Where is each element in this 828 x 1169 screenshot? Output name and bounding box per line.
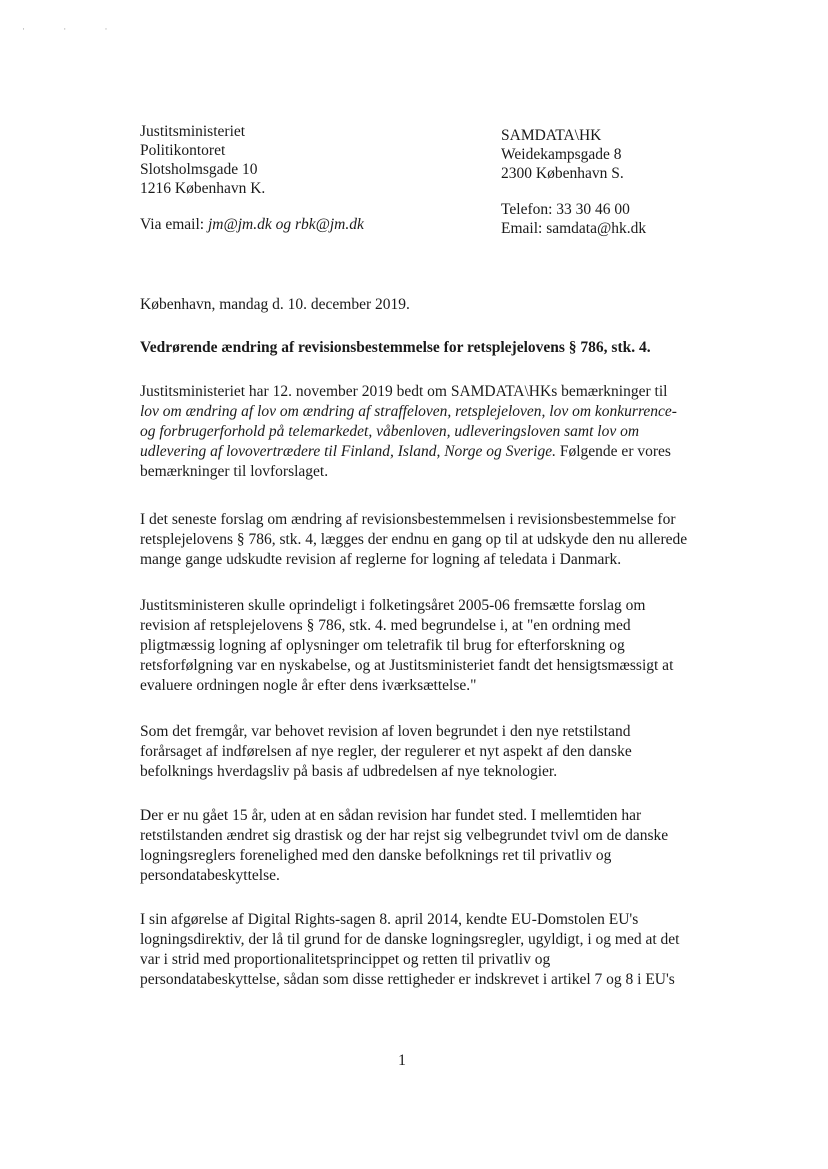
text-line: revision af retsplejelovens § 786, stk. 4. med begrundelse i, at "en ordning med: [140, 617, 631, 634]
text-line: mange gange udskudte revision af reglerne for logning af teledata i Danmark.: [140, 551, 622, 568]
date-line: København, mandag d. 10. december 2019.: [140, 296, 410, 313]
text-line: forårsaget af indførelsen af nye regler, der regulerer et nyt aspekt af den danske: [140, 743, 632, 760]
text-line: var i strid med proportionalitetsprincippet og retten til privatliv og: [140, 951, 551, 968]
sender-phone: Telefon: 33 30 46 00: [501, 201, 630, 218]
text-line: persondatabeskyttelse, sådan som disse rettigheder er indskrevet i artikel 7 og 8 i EU's: [140, 971, 675, 988]
page-number: 1: [398, 1052, 406, 1069]
recipient-line: Politikontoret: [140, 142, 226, 159]
text-line: Der er nu gået 15 år, uden at en sådan revision har fundet sted. I mellemtiden har: [140, 807, 642, 824]
text-line: Justitsministeriet har 12. november 2019 bedt om SAMDATA\HKs bemærkninger til: [140, 383, 668, 400]
text-line: I det seneste forslag om ændring af revisionsbestemmelsen i revisionsbestemmelse for: [140, 511, 676, 528]
text-line: [140, 422, 680, 442]
sender-line: 2300 København S.: [501, 165, 624, 182]
text-line: [140, 442, 680, 462]
email-link-jm: jm@jm.dk: [207, 216, 272, 233]
recipient-address: [140, 122, 265, 198]
text-line: Som det fremgår, var behovet revision af loven begrundet i den nye retstilstand: [140, 723, 631, 740]
text-line: retstilstanden ændret sig drastisk og der har rejst sig velbegrundet tvivl om de danske: [140, 827, 669, 844]
text-line: evaluere ordningen nogle år efter dens iværksættelse.": [140, 677, 477, 694]
sender-address: [501, 126, 624, 183]
subject-heading: Vedrørende ændring af revisionsbestemmelse for retsplejelovens § 786, stk. 4.: [140, 339, 651, 356]
sender-email: Email: samdata@hk.dk: [501, 220, 647, 237]
plain-text: Følgende er vores: [556, 443, 671, 460]
text-line: retsforfølgning var en nyskabelse, og at Justitsministeriet fandt det hensigtsmæssigt at: [140, 657, 674, 674]
text-line: [140, 402, 680, 422]
email-link-rbk: rbk@jm.dk: [294, 216, 364, 233]
text-line: logningsdirektiv, der lå til grund for de danske logningsregler, ugyldigt, i og med at det: [140, 931, 680, 948]
via-email-prefix: Via email:: [140, 216, 208, 233]
sender-line: Weidekampsgade 8: [501, 146, 622, 163]
italic-text: og forbrugerforhold på telemarkedet, våbenloven, udleveringsloven samt lov om: [140, 423, 640, 440]
via-email-line: [140, 216, 364, 234]
text-line: pligtmæssig logning af oplysninger om teletrafik til brug for efterforskning og: [140, 637, 625, 654]
text-line: logningsreglers forenelighed med den danske befolknings ret til privatliv og: [140, 847, 612, 864]
paragraph-2: [140, 510, 688, 570]
recipient-line: Slotsholmsgade 10: [140, 161, 258, 178]
paragraph-1: [140, 382, 680, 482]
paragraph-4: [140, 722, 680, 782]
text-line: retsplejelovens § 786, stk. 4, lægges der endnu en gang op til at udskyde den nu allerede: [140, 531, 688, 548]
text-line: befolknings hverdagsliv på basis af udbredelsen af nye teknologier.: [140, 763, 558, 780]
via-email-joiner: og: [271, 216, 295, 233]
sender-contact: [501, 200, 646, 238]
italic-text: udlevering af lovovertrædere til Finland, Island, Norge og Sverige.: [140, 443, 556, 460]
paragraph-3: [140, 596, 680, 696]
paragraph-6: [140, 910, 680, 990]
scan-marks: · · ·: [22, 24, 126, 34]
recipient-line: Justitsministeriet: [140, 123, 246, 140]
paragraph-5: [140, 806, 680, 886]
text-line: Justitsministeren skulle oprindeligt i folketingsåret 2005-06 fremsætte forslag om: [140, 597, 646, 614]
recipient-line: 1216 København K.: [140, 180, 266, 197]
italic-text: lov om ændring af lov om ændring af straffeloven, retsplejeloven, lov om konkurrence-: [140, 403, 677, 420]
sender-line: SAMDATA\HK: [501, 127, 602, 144]
text-line: I sin afgørelse af Digital Rights-sagen 8. april 2014, kendte EU-Domstolen EU's: [140, 911, 639, 928]
text-line: bemærkninger til lovforslaget.: [140, 463, 329, 480]
text-line: persondatabeskyttelse.: [140, 867, 280, 884]
